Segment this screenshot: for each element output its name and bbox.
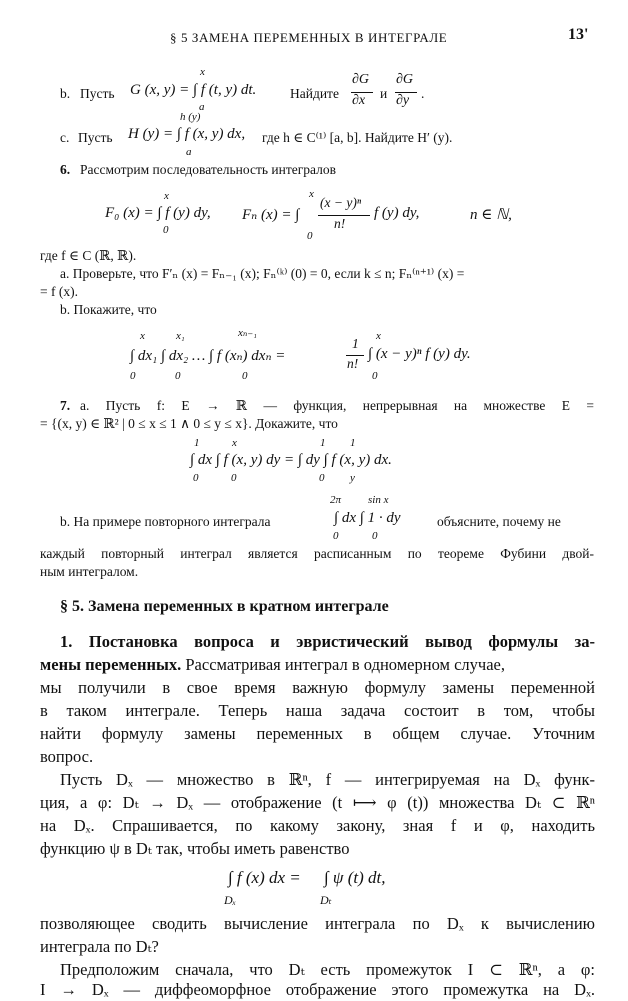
para3-line2: интеграла по Dₜ?	[40, 937, 159, 956]
exercise-7-limit-l4: y	[350, 472, 355, 484]
subsection-heading-line1: 1. Постановка вопроса и эвристический вывод формулы за-	[60, 632, 595, 651]
exercise-7-b-start: b. На примере повторного интеграла	[60, 514, 271, 529]
para1-line4: вопрос.	[40, 747, 94, 766]
exercise-6-a-line1: a. Проверьте, что F′ₙ (x) = Fₙ₋₁ (x); Fₙ⁽ᵏ⁾ (0) = 0, если k ≤ n; Fₙ⁽ⁿ⁺¹⁾ (x) =	[60, 266, 465, 281]
exercise-6-condition: n ∈ ℕ,	[470, 207, 512, 223]
exercise-6-b-frac-den: n!	[347, 356, 359, 371]
exercise-7-limit-l3: 0	[319, 472, 325, 484]
subsection-heading-bold: мены переменных.	[40, 655, 182, 674]
exercise-7-number: 7.	[60, 398, 71, 413]
exercise-b-deriv1-num: ∂G	[352, 72, 370, 87]
exercise-7-limit-l1: 0	[193, 472, 199, 484]
exercise-7-limit-u4: 1	[350, 437, 356, 449]
para4-line2: I → Dₓ — диффеоморфное отображение этого промежутка на Dₓ.	[40, 980, 595, 999]
subsection-heading-rest: Рассматривая интеграл в одномерном случае,	[185, 655, 505, 674]
exercise-b-lower-limit: a	[199, 101, 205, 113]
exercise-6-b-frac-num: 1	[352, 336, 359, 351]
exercise-b-end: .	[421, 86, 425, 101]
exercise-6-a-line2: = f (x).	[40, 284, 78, 299]
para4-line1: Предположим сначала, что Dₜ есть промежуток I ⊂ ℝⁿ, а φ:	[60, 960, 595, 979]
exercise-6-b-line: b. Покажите, что	[60, 302, 157, 317]
exercise-b-label: b.	[60, 86, 71, 101]
exercise-7-a-line1: a. Пусть f: E → ℝ — функция, непрерывная на множестве E =	[80, 398, 594, 413]
exercise-b-upper-limit: x	[200, 66, 205, 78]
exercise-7-b-lower1: 0	[333, 530, 339, 542]
page-number: 13'	[568, 26, 589, 43]
para1-line2: в таком интеграле. Теперь наша задача состоит в том, чтобы	[40, 701, 595, 720]
para1-line3: найти формулу замены переменных в общем случае. Уточним	[40, 724, 595, 743]
running-header: § 5 ЗАМЕНА ПЕРЕМЕННЫХ В ИНТЕГРАЛЕ	[170, 30, 448, 45]
exercise-6-formula-right: Fₙ (x) = ∫	[242, 207, 300, 223]
para2-line4: функцию ψ в Dₜ так, чтобы иметь равенство	[40, 839, 350, 858]
para2-line2: ция, а φ: Dₜ → Dₓ — отображение (t ⟼ φ (t)) множества Dₜ ⊂ ℝⁿ	[40, 793, 595, 812]
exercise-7-b-line2: каждый повторный интеграл является расписанным по теореме Фубини двой-	[40, 546, 594, 561]
exercise-6-b-formula-right: ∫ (x − y)ⁿ f (y) dy.	[368, 346, 471, 362]
exercise-6-formula-tail: f (y) dy,	[374, 205, 420, 221]
para1-line1: мы получили в свое время важную формулу замены переменной	[40, 678, 595, 697]
exercise-7-formula: ∫ dx ∫ f (x, y) dy = ∫ dy ∫ f (x, y) dx.	[190, 452, 392, 468]
exercise-7-limit-u3: 1	[320, 437, 326, 449]
para3-line1: позволяющее сводить вычисление интеграла по Dₓ к вычислению	[40, 914, 595, 933]
main-formula-sub-left: Dₓ	[224, 893, 237, 907]
exercise-6-number: 6.	[60, 162, 71, 177]
section-title: § 5. Замена переменных в кратном интеграле	[60, 598, 389, 615]
main-formula-sub-right: Dₜ	[320, 893, 332, 907]
exercise-7-b-integral: ∫ dx ∫ 1 · dy	[334, 510, 401, 526]
exercise-6-b-limit-l4: 0	[372, 370, 378, 382]
exercise-b-deriv2-den: ∂y	[396, 93, 410, 108]
exercise-6-b-limit-l3: 0	[242, 370, 248, 382]
exercise-7-limit-u2: x	[232, 437, 237, 449]
exercise-6-formula-left: F₀ (x) = ∫ f (y) dy,	[105, 205, 211, 221]
exercise-7-b-upper2: sin x	[368, 494, 389, 506]
exercise-c-text: Пусть	[78, 130, 113, 145]
exercise-b-deriv1-den: ∂x	[352, 93, 366, 108]
exercise-c-upper-limit: h (y)	[180, 111, 201, 123]
exercise-7-b-line3: ным интегралом.	[40, 564, 139, 579]
exercise-6-lower-2: 0	[307, 230, 313, 242]
exercise-7-limit-l2: 0	[231, 472, 237, 484]
exercise-7-b-lower2: 0	[372, 530, 378, 542]
exercise-6-lower-1: 0	[163, 224, 169, 236]
exercise-b-text: Пусть	[80, 86, 115, 101]
exercise-6-b-limit-u1: x	[140, 330, 145, 342]
exercise-6-where: где f ∈ C (ℝ, ℝ).	[40, 248, 137, 263]
exercise-c-rest: где h ∈ C⁽¹⁾ [a, b]. Найдите H′ (y).	[262, 130, 453, 145]
exercise-c-label: c.	[60, 130, 70, 145]
exercise-6-b-limit-l2: 0	[175, 370, 181, 382]
exercise-b-conj: и	[380, 86, 388, 101]
para2-line3: на Dₓ. Спрашивается, по какому закону, зная f и φ, находить	[40, 816, 595, 835]
exercise-7-a-line2: = {(x, y) ∈ ℝ² | 0 ≤ x ≤ 1 ∧ 0 ≤ y ≤ x}. Докажите, что	[40, 416, 338, 431]
exercise-6-frac-den: n!	[334, 216, 346, 231]
exercise-6-intro: Рассмотрим последовательность интегралов	[80, 162, 336, 177]
exercise-6-upper-1: x	[164, 190, 169, 202]
exercise-6-b-limit-u2: x₁	[176, 330, 185, 342]
exercise-7-limit-u1: 1	[194, 437, 200, 449]
exercise-6-upper-2: x	[309, 188, 314, 200]
exercise-6-b-limit-u4: x	[376, 330, 381, 342]
exercise-7-b-end: объясните, почему не	[437, 514, 561, 529]
exercise-c-formula: H (y) = ∫ f (x, y) dx,	[128, 126, 246, 142]
exercise-6-b-limit-l1: 0	[130, 370, 136, 382]
main-formula-right: ∫ ψ (t) dt,	[324, 868, 386, 887]
exercise-6-frac-num: (x − y)ⁿ	[320, 195, 362, 210]
main-formula-left: ∫ f (x) dx =	[228, 868, 301, 887]
exercise-b-formula: G (x, y) = ∫ f (t, y) dt.	[130, 82, 257, 98]
exercise-b-deriv2-num: ∂G	[396, 72, 414, 87]
exercise-c-lower-limit: a	[186, 146, 192, 158]
para2-line1: Пусть Dₓ — множество в ℝⁿ, f — интегрируемая на Dₓ функ-	[60, 770, 595, 789]
subsection-heading-line2	[40, 653, 595, 676]
exercise-b-task: Найдите	[290, 86, 339, 101]
exercise-7-b-upper1: 2π	[330, 494, 342, 506]
exercise-6-b-limit-u3: xₙ₋₁	[238, 327, 257, 339]
exercise-6-b-formula-left: ∫ dx₁ ∫ dx₂ … ∫ f (xₙ) dxₙ =	[130, 348, 286, 364]
